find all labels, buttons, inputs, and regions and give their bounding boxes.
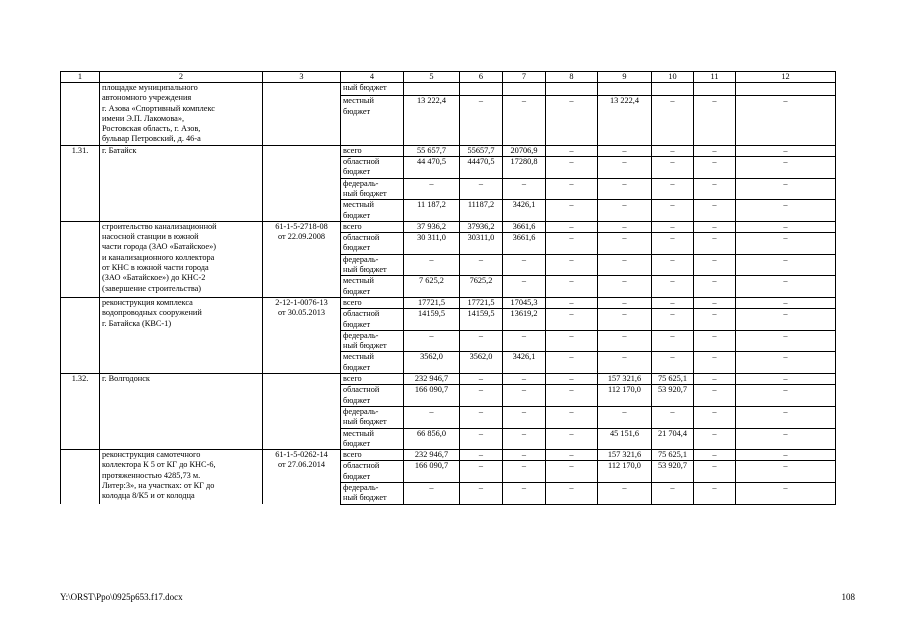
value-cell: – <box>503 374 546 385</box>
budget-label: всего <box>341 145 404 156</box>
header-cell: 9 <box>598 72 652 83</box>
value-cell: – <box>598 406 652 428</box>
value-cell: – <box>736 200 836 222</box>
value-cell: 166 090,7 <box>404 385 460 407</box>
value-cell: – <box>503 96 546 146</box>
budget-label: местный бюджет <box>341 352 404 374</box>
value-cell: – <box>694 428 736 450</box>
value-cell: 44470,5 <box>460 157 503 179</box>
budget-label: местный бюджет <box>341 96 404 146</box>
value-cell: – <box>652 221 694 232</box>
value-cell <box>598 83 652 96</box>
value-cell: – <box>503 406 546 428</box>
value-cell: – <box>694 157 736 179</box>
value-cell: – <box>598 221 652 232</box>
value-cell: – <box>546 145 598 156</box>
doc-cell <box>263 374 341 450</box>
value-cell: – <box>546 254 598 276</box>
value-cell: 45 151,6 <box>598 428 652 450</box>
value-cell: – <box>460 178 503 200</box>
value-cell: – <box>652 254 694 276</box>
value-cell: 17045,3 <box>503 297 546 308</box>
value-cell: – <box>503 330 546 352</box>
value-cell: – <box>546 352 598 374</box>
value-cell: – <box>736 96 836 146</box>
value-cell: 13 222,4 <box>598 96 652 146</box>
budget-label: ный бюджет <box>341 83 404 96</box>
value-cell: – <box>736 428 836 450</box>
value-cell: – <box>460 330 503 352</box>
value-cell: – <box>652 482 694 504</box>
value-cell: – <box>694 450 736 461</box>
doc-cell <box>263 145 341 221</box>
value-cell: – <box>694 178 736 200</box>
value-cell: – <box>694 233 736 255</box>
value-cell: – <box>546 428 598 450</box>
value-cell: – <box>736 309 836 331</box>
value-cell: 53 920,7 <box>652 385 694 407</box>
value-cell: 44 470,5 <box>404 157 460 179</box>
value-cell: – <box>546 276 598 298</box>
num-cell <box>61 83 100 146</box>
value-cell: – <box>598 200 652 222</box>
budget-label: федераль- ный бюджет <box>341 482 404 504</box>
value-cell: 7625,2 <box>460 276 503 298</box>
value-cell: 13 222,4 <box>404 96 460 146</box>
value-cell <box>404 83 460 96</box>
object-name: площадке муниципального автономного учреждения г. Азова «Спортивный комплекс имени Э.П. Лакомова», Ростовская область, г. Азов, бульвар Петровский, д. 46-а <box>100 83 263 146</box>
value-cell: – <box>460 254 503 276</box>
doc-cell <box>263 83 341 146</box>
value-cell: – <box>546 178 598 200</box>
value-cell: 3661,6 <box>503 221 546 232</box>
value-cell: 11 187,2 <box>404 200 460 222</box>
value-cell: – <box>736 385 836 407</box>
value-cell: – <box>736 145 836 156</box>
value-cell: – <box>503 428 546 450</box>
value-cell: 30 311,0 <box>404 233 460 255</box>
value-cell: – <box>652 330 694 352</box>
value-cell: – <box>546 450 598 461</box>
value-cell: – <box>694 330 736 352</box>
value-cell: – <box>546 309 598 331</box>
value-cell: – <box>404 330 460 352</box>
budget-label: федераль- ный бюджет <box>341 406 404 428</box>
value-cell: – <box>546 461 598 483</box>
value-cell: 14159,5 <box>460 309 503 331</box>
value-cell: – <box>598 309 652 331</box>
value-cell: – <box>694 297 736 308</box>
value-cell: – <box>694 374 736 385</box>
header-cell: 8 <box>546 72 598 83</box>
value-cell: – <box>546 96 598 146</box>
value-cell <box>736 83 836 96</box>
value-cell: 55657,7 <box>460 145 503 156</box>
header-row <box>61 72 836 83</box>
value-cell: – <box>546 385 598 407</box>
value-cell: 30311,0 <box>460 233 503 255</box>
num-cell <box>61 221 100 297</box>
header-cell: 1 <box>61 72 100 83</box>
value-cell: 55 657,7 <box>404 145 460 156</box>
file-path: Y:\ORST\Ppo\0925p653.f17.docx <box>60 592 183 602</box>
value-cell: 112 170,0 <box>598 385 652 407</box>
value-cell: – <box>503 178 546 200</box>
value-cell: – <box>736 374 836 385</box>
value-cell: – <box>460 461 503 483</box>
value-cell: – <box>652 233 694 255</box>
value-cell: – <box>546 374 598 385</box>
value-cell: – <box>694 406 736 428</box>
value-cell: – <box>546 482 598 504</box>
budget-label: федераль- ный бюджет <box>341 178 404 200</box>
value-cell: – <box>503 276 546 298</box>
value-cell <box>503 83 546 96</box>
value-cell: – <box>460 385 503 407</box>
table-row <box>61 374 836 385</box>
num-cell: 1.31. <box>61 145 100 221</box>
value-cell: – <box>736 406 836 428</box>
budget-label: всего <box>341 221 404 232</box>
value-cell: 157 321,6 <box>598 374 652 385</box>
value-cell: – <box>546 330 598 352</box>
value-cell: – <box>546 233 598 255</box>
value-cell: – <box>598 157 652 179</box>
value-cell: – <box>694 276 736 298</box>
value-cell: – <box>736 178 836 200</box>
value-cell: 3562,0 <box>460 352 503 374</box>
value-cell: 7 625,2 <box>404 276 460 298</box>
table-row <box>61 221 836 232</box>
value-cell: – <box>546 221 598 232</box>
budget-label: всего <box>341 450 404 461</box>
value-cell: 112 170,0 <box>598 461 652 483</box>
value-cell: – <box>404 406 460 428</box>
value-cell: – <box>652 178 694 200</box>
value-cell <box>652 83 694 96</box>
value-cell: 13619,2 <box>503 309 546 331</box>
value-cell: 75 625,1 <box>652 450 694 461</box>
value-cell: – <box>404 178 460 200</box>
value-cell: – <box>546 297 598 308</box>
value-cell: – <box>598 352 652 374</box>
value-cell: 3562,0 <box>404 352 460 374</box>
value-cell: 37 936,2 <box>404 221 460 232</box>
value-cell: 3426,1 <box>503 200 546 222</box>
value-cell: 21 704,4 <box>652 428 694 450</box>
value-cell: – <box>546 157 598 179</box>
value-cell: – <box>694 96 736 146</box>
value-cell: – <box>598 254 652 276</box>
budget-label: федераль- ный бюджет <box>341 330 404 352</box>
value-cell: – <box>460 96 503 146</box>
value-cell: – <box>736 461 836 483</box>
doc-cell: 61-1-5-2718-08 от 22.09.2008 <box>263 221 341 297</box>
value-cell: 157 321,6 <box>598 450 652 461</box>
value-cell: – <box>736 157 836 179</box>
value-cell: – <box>503 461 546 483</box>
value-cell: – <box>598 145 652 156</box>
page-number: 108 <box>841 592 855 602</box>
value-cell: – <box>694 254 736 276</box>
num-cell: 1.32. <box>61 374 100 450</box>
budget-table <box>60 71 836 505</box>
value-cell: – <box>736 276 836 298</box>
value-cell: – <box>736 297 836 308</box>
value-cell: – <box>652 406 694 428</box>
value-cell: – <box>694 461 736 483</box>
budget-label: областной бюджет <box>341 233 404 255</box>
num-cell <box>61 450 100 504</box>
value-cell: 11187,2 <box>460 200 503 222</box>
value-cell: – <box>598 330 652 352</box>
budget-label: областной бюджет <box>341 385 404 407</box>
budget-label: местный бюджет <box>341 428 404 450</box>
value-cell: – <box>503 385 546 407</box>
object-name: реконструкция комплекса водопроводных сооружений г. Батайска (КВС-1) <box>100 297 263 373</box>
value-cell: – <box>694 309 736 331</box>
value-cell: – <box>736 221 836 232</box>
budget-label: всего <box>341 297 404 308</box>
value-cell: 37936,2 <box>460 221 503 232</box>
value-cell: – <box>503 482 546 504</box>
value-cell: – <box>503 254 546 276</box>
table-row <box>61 83 836 96</box>
value-cell: 75 625,1 <box>652 374 694 385</box>
object-name: г. Батайск <box>100 145 263 221</box>
value-cell: – <box>404 254 460 276</box>
value-cell <box>460 83 503 96</box>
value-cell: 166 090,7 <box>404 461 460 483</box>
doc-cell: 61-1-5-0262-14 от 27.06.2014 <box>263 450 341 504</box>
value-cell: 232 946,7 <box>404 374 460 385</box>
value-cell: – <box>598 297 652 308</box>
value-cell: – <box>460 428 503 450</box>
value-cell: – <box>460 374 503 385</box>
value-cell: – <box>598 233 652 255</box>
value-cell: – <box>652 145 694 156</box>
value-cell: – <box>736 450 836 461</box>
object-name: г. Волгодонск <box>100 374 263 450</box>
doc-cell: 2-12-1-0076-13 от 30.05.2013 <box>263 297 341 373</box>
value-cell: – <box>460 482 503 504</box>
value-cell: 3661,6 <box>503 233 546 255</box>
header-cell: 6 <box>460 72 503 83</box>
value-cell: – <box>652 309 694 331</box>
value-cell: 20706,9 <box>503 145 546 156</box>
table-row <box>61 145 836 156</box>
value-cell: – <box>460 450 503 461</box>
value-cell <box>546 83 598 96</box>
value-cell: 232 946,7 <box>404 450 460 461</box>
value-cell: – <box>652 352 694 374</box>
budget-label: всего <box>341 374 404 385</box>
budget-label: областной бюджет <box>341 157 404 179</box>
value-cell: – <box>460 406 503 428</box>
value-cell: – <box>694 352 736 374</box>
header-cell: 2 <box>100 72 263 83</box>
value-cell: – <box>652 276 694 298</box>
value-cell: 17280,8 <box>503 157 546 179</box>
budget-label: областной бюджет <box>341 461 404 483</box>
value-cell: – <box>652 297 694 308</box>
value-cell: – <box>694 145 736 156</box>
budget-label: федераль- ный бюджет <box>341 254 404 276</box>
value-cell: – <box>694 221 736 232</box>
value-cell: – <box>736 330 836 352</box>
header-cell: 11 <box>694 72 736 83</box>
value-cell: – <box>652 96 694 146</box>
header-cell: 12 <box>736 72 836 83</box>
header-cell: 4 <box>341 72 404 83</box>
header-cell: 5 <box>404 72 460 83</box>
value-cell: – <box>694 385 736 407</box>
header-cell: 10 <box>652 72 694 83</box>
value-cell: – <box>736 352 836 374</box>
value-cell: – <box>598 482 652 504</box>
value-cell: – <box>736 482 836 504</box>
num-cell <box>61 297 100 373</box>
value-cell: 17721,5 <box>404 297 460 308</box>
object-name: реконструкция самотечного коллектора К 5 от КГ до КНС-6, протяженностью 4285,73 м. Литер:3», на участках: от КГ до колодца 8/К5 и от колодца <box>100 450 263 504</box>
table-row <box>61 450 836 461</box>
value-cell: – <box>694 482 736 504</box>
budget-label: местный бюджет <box>341 276 404 298</box>
value-cell: – <box>652 200 694 222</box>
value-cell: 17721,5 <box>460 297 503 308</box>
value-cell: 66 856,0 <box>404 428 460 450</box>
header-cell: 7 <box>503 72 546 83</box>
value-cell: 53 920,7 <box>652 461 694 483</box>
value-cell <box>694 83 736 96</box>
object-name: строительство канализационной насосной станции в южной части города (ЗАО «Батайское») и канализационного коллектора от КНС в южной части города (ЗАО «Батайское») до КНС-2 (завершение строительства) <box>100 221 263 297</box>
value-cell: – <box>736 254 836 276</box>
value-cell: – <box>503 450 546 461</box>
value-cell: 3426,1 <box>503 352 546 374</box>
table-row <box>61 297 836 308</box>
value-cell: – <box>546 406 598 428</box>
budget-label: местный бюджет <box>341 200 404 222</box>
header-cell: 3 <box>263 72 341 83</box>
value-cell: – <box>736 233 836 255</box>
value-cell: – <box>598 276 652 298</box>
value-cell: – <box>694 200 736 222</box>
budget-label: областной бюджет <box>341 309 404 331</box>
value-cell: 14159,5 <box>404 309 460 331</box>
value-cell: – <box>404 482 460 504</box>
value-cell: – <box>652 157 694 179</box>
value-cell: – <box>546 200 598 222</box>
value-cell: – <box>598 178 652 200</box>
